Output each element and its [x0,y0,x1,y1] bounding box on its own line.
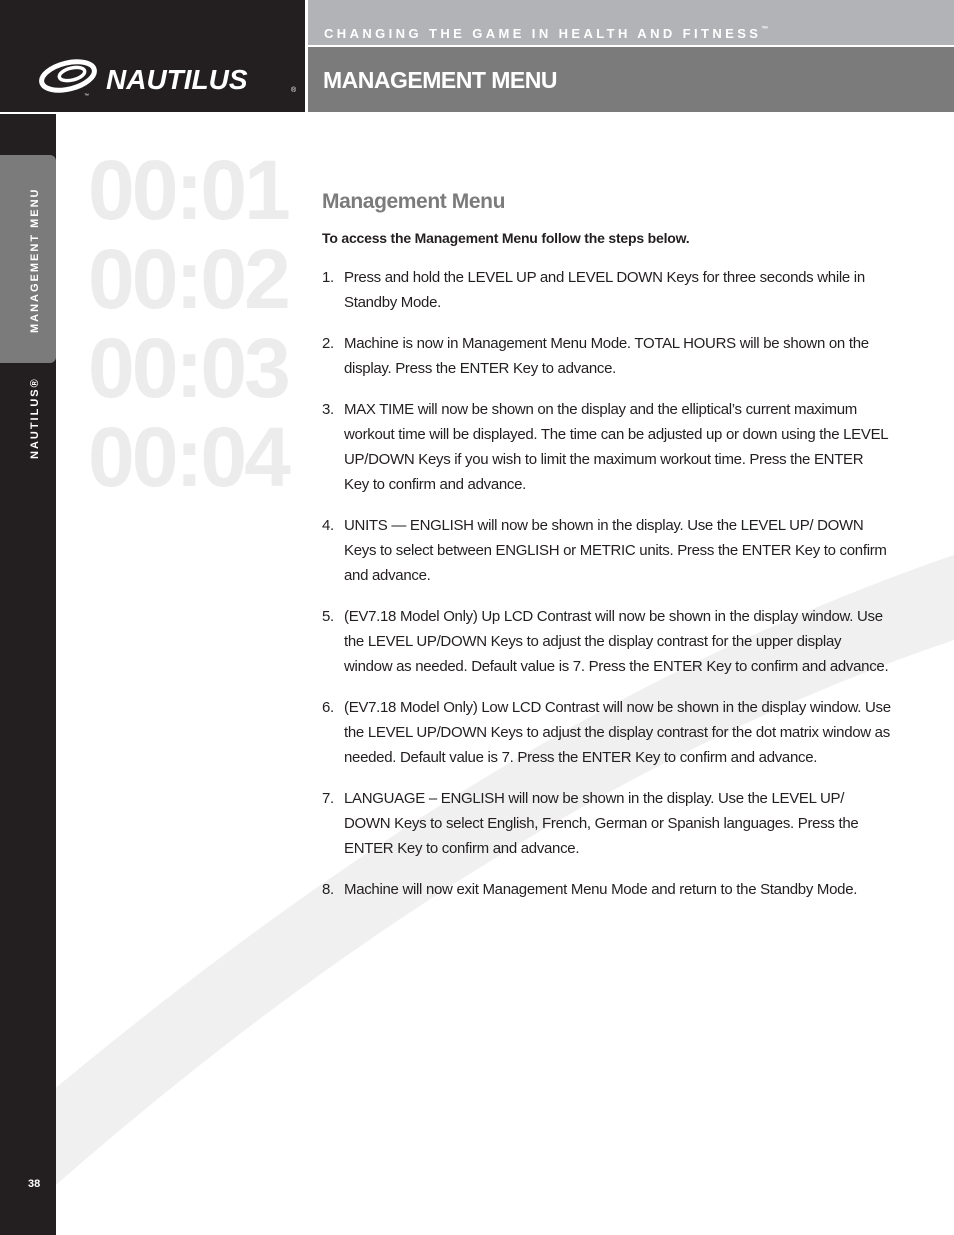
logo-block [0,0,305,112]
step-text: Machine is now in Management Menu Mode. TOTAL HOURS will be shown on the display. Press the ENTER Key to advance. [344,335,869,377]
step-item [322,877,892,902]
step-item [322,397,892,497]
step-number: 2. [322,335,334,352]
steps-list [322,265,892,902]
step-text: (EV7.18 Model Only) Low LCD Contrast will now be shown in the display window. Use the LEVEL UP/DOWN Keys to adjust the display contrast for the dot matrix window as needed. Default value is 7. Press the ENTER Key to confirm and advance. [344,699,891,766]
sidebar-section-label: MANAGEMENT MENU [29,187,41,333]
timer-value: 00:01 [88,143,288,237]
step-text: MAX TIME will now be shown on the display and the elliptical’s current maximum workout time will be displayed. The time can be adjusted up or down using the LEVEL UP/DOWN Keys if you wish to limit the maximum workout time. Press the ENTER Key to confirm and advance. [344,401,888,493]
intro-text: To access the Management Menu follow the steps below. [322,230,690,246]
tagline-text: CHANGING THE GAME IN HEALTH AND FITNESS [324,26,762,41]
step-item [322,786,892,861]
step-text: (EV7.18 Model Only) Up LCD Contrast will now be shown in the display window. Use the LEVEL UP/DOWN Keys to adjust the display contrast for the upper display window as needed. Default value is 7. Press the ENTER Key to confirm and advance. [344,608,889,675]
section-heading: Management Menu [322,190,506,213]
header-tagline-bar [308,0,954,45]
page-title: MANAGEMENT MENU [323,67,557,93]
step-item [322,695,892,770]
main-content [322,190,892,918]
timer-value: 00:02 [88,232,288,326]
sidebar-active-tab [0,155,56,363]
step-text: Press and hold the LEVEL UP and LEVEL DOWN Keys for three seconds while in Standby Mode. [344,269,865,311]
step-number: 6. [322,699,334,716]
logo-registered: ® [291,87,297,94]
step-text: LANGUAGE – ENGLISH will now be shown in the display. Use the LEVEL UP/ DOWN Keys to select English, French, German or Spanish languages. Press the ENTER Key to confirm and advance. [344,790,859,857]
logo-wordmark: NAUTILUS [106,64,248,95]
tagline-trademark: ™ [761,26,769,33]
step-number: 4. [322,517,334,534]
step-text: Machine will now exit Management Menu Mode and return to the Standby Mode. [344,881,858,898]
step-number: 8. [322,881,334,898]
step-item [322,265,892,315]
step-number: 7. [322,790,334,807]
step-number: 3. [322,401,334,418]
step-item [322,513,892,588]
step-item [322,604,892,679]
header-title-bar [308,47,954,112]
timer-value: 00:04 [88,410,288,504]
timer-value: 00:03 [88,321,288,415]
step-number: 1. [322,269,334,286]
timer-display-list [88,143,288,504]
step-number: 5. [322,608,334,625]
logo-tm: ™ [84,93,89,99]
page-number: 38 [28,1178,41,1190]
step-item [322,331,892,381]
nautilus-logo [38,52,300,100]
tagline [324,26,768,41]
sidebar-brand-label: NAUTILUS® [29,377,41,459]
step-text: UNITS — ENGLISH will now be shown in the display. Use the LEVEL UP/ DOWN Keys to select between ENGLISH or METRIC units. Press the ENTER Key to confirm and advance. [344,517,887,584]
